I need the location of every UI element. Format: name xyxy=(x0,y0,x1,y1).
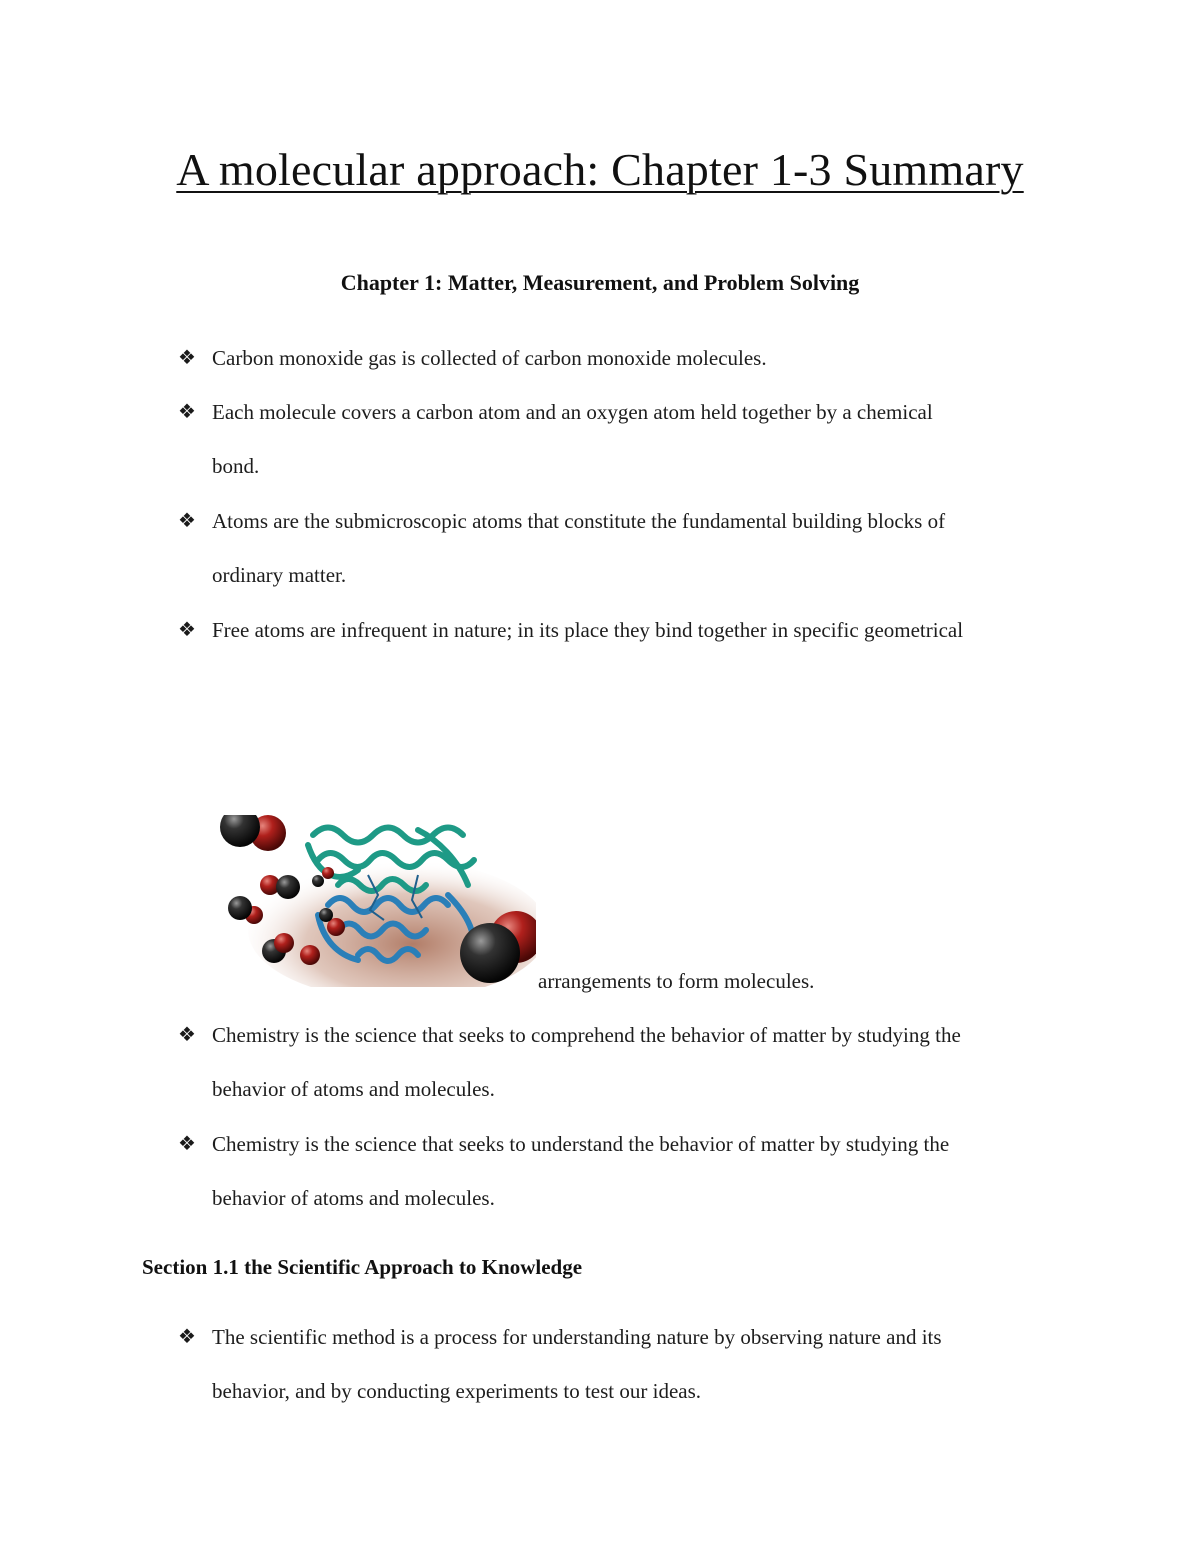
bullet-text-line: behavior of atoms and molecules. xyxy=(212,1186,495,1210)
bullet-text-line: Chemistry is the science that seeks to understand the behavior of matter by studying the xyxy=(212,1132,950,1156)
bullet-text-line: Carbon monoxide gas is collected of carbon monoxide molecules. xyxy=(212,346,767,370)
bullet-icon: ❖ xyxy=(178,1326,196,1348)
bullet-text-line: Chemistry is the science that seeks to comprehend the behavior of matter by studying the xyxy=(212,1023,961,1047)
molecule-icon xyxy=(218,815,536,987)
bullet-icon: ❖ xyxy=(178,619,196,641)
bullet-icon: ❖ xyxy=(178,510,196,532)
bullet-text-line: Free atoms are infrequent in nature; in its place they bind together in specific geometrical xyxy=(212,618,964,642)
bullet-text-line: behavior, and by conducting experiments to test our ideas. xyxy=(212,1379,702,1403)
molecule-illustration xyxy=(218,815,536,987)
bullet-text-line: bond. xyxy=(212,454,260,478)
section-heading: Section 1.1 the Scientific Approach to Knowledge xyxy=(142,1255,583,1279)
page-title: A molecular approach: Chapter 1-3 Summary xyxy=(176,144,1024,195)
bullet-text-line: The scientific method is a process for understanding nature by observing nature and its xyxy=(212,1325,942,1349)
bullet-text-line: ordinary matter. xyxy=(212,563,347,587)
bullet-text-line: behavior of atoms and molecules. xyxy=(212,1077,495,1101)
bullet-text-line: arrangements to form molecules. xyxy=(538,969,815,993)
bullet-icon: ❖ xyxy=(178,401,196,423)
bullet-icon: ❖ xyxy=(178,1133,196,1155)
bullet-icon: ❖ xyxy=(178,347,196,369)
bullet-text-line: Each molecule covers a carbon atom and an oxygen atom held together by a chemical xyxy=(212,400,933,424)
chapter-heading: Chapter 1: Matter, Measurement, and Problem Solving xyxy=(340,270,860,295)
bullet-icon: ❖ xyxy=(178,1024,196,1046)
bullet-text-line: Atoms are the submicroscopic atoms that constitute the fundamental building blocks of xyxy=(212,509,946,533)
